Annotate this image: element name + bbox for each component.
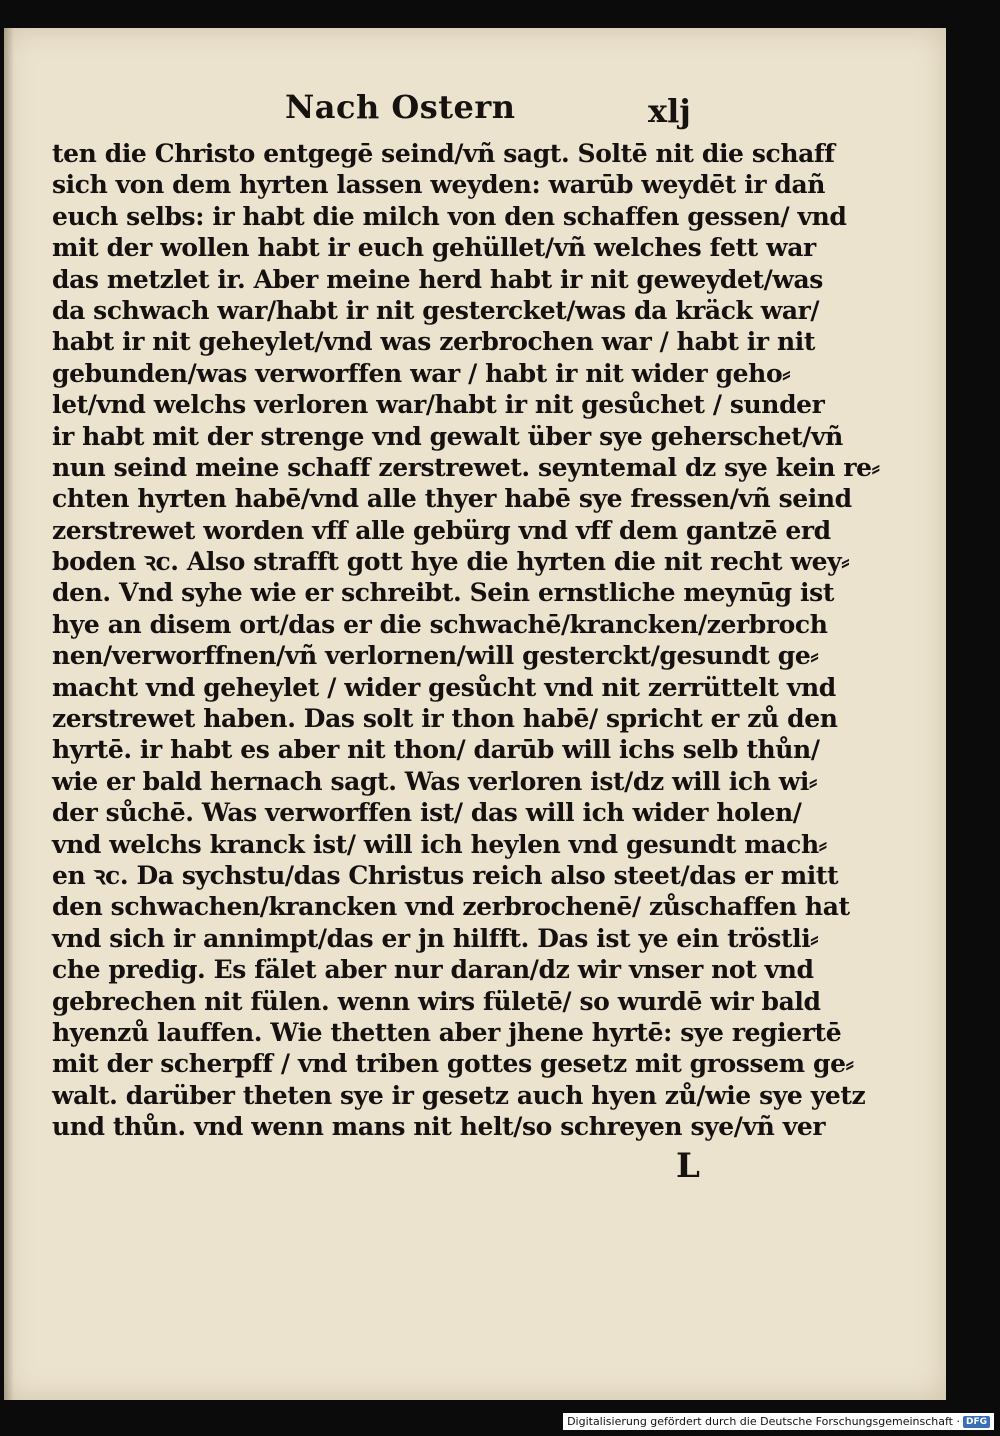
text-line: hyenzů lauffen. Wie thetten aber jhene hyrtē: sye regiertē xyxy=(52,1017,842,1047)
text-line: che predig. Es fälet aber nur daran/dz wir vnser not vnd xyxy=(52,955,814,985)
text-line: sich von dem hyrten lassen weyden: warūb weydēt ir dañ xyxy=(52,170,826,200)
text-line: gebrechen nit fülen. wenn wirs fületē/ so wurdē wir bald xyxy=(52,986,821,1016)
text-line: gebunden/was verworffen war / habt ir nit wider geho⸗ xyxy=(52,358,791,388)
text-line: nun seind meine schaff zerstrewet. seyntemal dz sye kein re⸗ xyxy=(52,452,880,482)
text-line: nen/verworffnen/vñ verlornen/will gesterckt/gesundt ge⸗ xyxy=(52,641,819,671)
text-line: den schwachen/krancken vnd zerbrochenē/ zůschaffen hat xyxy=(52,892,850,922)
text-line: und thůn. vnd wenn mans nit helt/so schreyen sye/vñ ver xyxy=(52,1112,826,1142)
text-line: let/vnd welchs verloren war/habt ir nit gesůchet / sunder xyxy=(52,390,825,420)
running-head: Nach Ostern xyxy=(285,88,516,126)
text-line: der sůchē. Was verworffen ist/ das will ich wider holen/ xyxy=(52,798,802,828)
text-line: ten die Christo entgegē seind/vñ sagt. Soltē nit die schaff xyxy=(52,139,835,168)
text-line: wie er bald hernach sagt. Was verloren ist/dz will ich wi⸗ xyxy=(52,766,817,796)
text-line: vnd welchs kranck ist/ will ich heylen vnd gesundt mach⸗ xyxy=(52,829,827,859)
text-line: en ꝛc. Da sychstu/das Christus reich also steet/das er mitt xyxy=(52,860,839,890)
footer-credit-text: Digitalisierung gefördert durch die Deutsche Forschungsgemeinschaft · xyxy=(567,1415,960,1428)
text-line: walt. darüber theten sye ir gesetz auch hyen zů/wie sye yetz xyxy=(52,1080,866,1110)
text-line: den. Vnd syhe wie er schreibt. Sein ernstliche meynūg ist xyxy=(52,578,834,608)
folio-number: xlj xyxy=(648,92,691,130)
text-line: mit der scherpff / vnd triben gottes gesetz mit grossem ge⸗ xyxy=(52,1049,854,1079)
text-line: vnd sich ir annimpt/das er jn hilfft. Das ist ye ein tröstli⸗ xyxy=(52,923,819,953)
catchword: L xyxy=(676,1146,700,1186)
text-line: euch selbs: ir habt die milch von den schaffen gessen/ vnd xyxy=(52,201,847,231)
text-block xyxy=(52,138,880,1143)
text-line: macht vnd geheylet / wider gesůcht vnd nit zerrüttelt vnd xyxy=(52,672,836,702)
text-line: hyrtē. ir habt es aber nit thon/ darūb will ichs selb thůn/ xyxy=(52,735,820,765)
text-line: chten hyrten habē/vnd alle thyer habē sye fressen/vñ seind xyxy=(52,484,852,514)
page-gutter-shadow xyxy=(4,28,14,1400)
digitization-footer xyxy=(563,1413,994,1430)
text-line: da schwach war/habt ir nit gestercket/was da kräck war/ xyxy=(52,295,820,325)
text-line: mit der wollen habt ir euch gehüllet/vñ welches fett war xyxy=(52,233,816,263)
text-line: das metzlet ir. Aber meine herd habt ir nit geweydet/was xyxy=(52,264,823,294)
text-line: ir habt mit der strenge vnd gewalt über sye geherschet/vñ xyxy=(52,421,843,451)
text-line: hye an disem ort/das er die schwachē/krancken/zerbroch xyxy=(52,609,828,639)
text-line: zerstrewet worden vff alle gebürg vnd vff dem gantzē erd xyxy=(52,515,831,545)
text-line: zerstrewet haben. Das solt ir thon habē/ spricht er zů den xyxy=(52,704,838,734)
text-line: boden ꝛc. Also strafft gott hye die hyrten die nit recht wey⸗ xyxy=(52,547,850,577)
dfg-logo-icon: DFG xyxy=(963,1416,990,1428)
text-line: habt ir nit geheylet/vnd was zerbrochen war / habt ir nit xyxy=(52,327,815,357)
